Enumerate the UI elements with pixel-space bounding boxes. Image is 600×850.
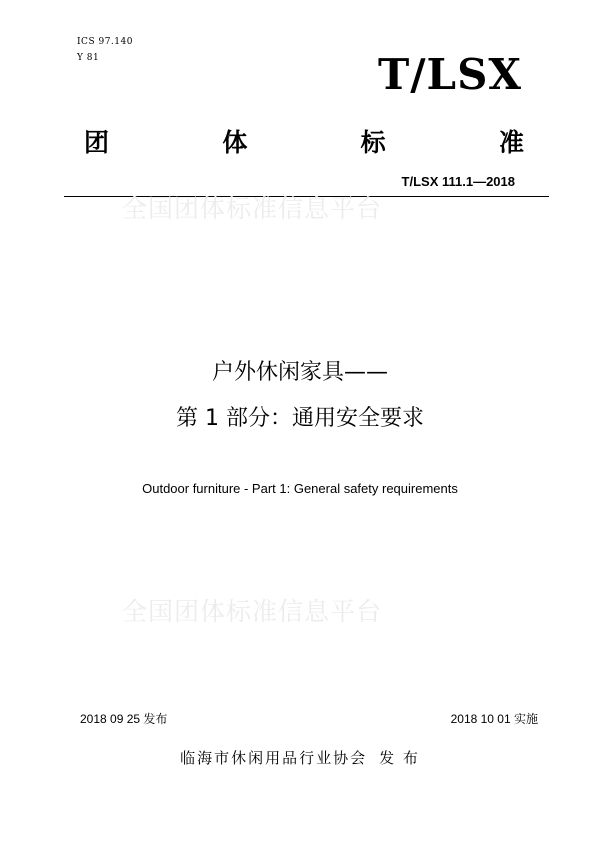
- english-title: Outdoor furniture - Part 1: General safety requirements: [142, 481, 458, 496]
- ccs-code: Y 81: [77, 53, 100, 63]
- standard-type-char: 准: [498, 128, 524, 157]
- standard-type-heading: [84, 128, 524, 158]
- publisher-name: 临海市休闲用品行业协会: [180, 749, 368, 767]
- publish-action: 发 布: [379, 749, 420, 767]
- document-title-line-2: 第 1 部分：通用安全要求: [176, 406, 424, 431]
- standard-type-char: 团: [84, 128, 110, 157]
- implementation-date: 2018 10 01 实施: [450, 712, 538, 726]
- ics-code: ICS 97.140: [77, 37, 133, 47]
- release-date: 2018 09 25 发布: [80, 712, 168, 726]
- document-title-line-1: 户外休闲家具——: [211, 360, 388, 385]
- publisher-line: [0, 748, 600, 768]
- standard-logo: T/LSX: [377, 50, 522, 99]
- watermark: 全国团体标准信息平台: [122, 194, 383, 223]
- standard-type-char: 标: [360, 128, 386, 157]
- standard-type-char: 体: [222, 128, 248, 157]
- standard-number: T/LSX 111.1—2018: [401, 174, 515, 189]
- watermark: 全国团体标准信息平台: [122, 597, 383, 626]
